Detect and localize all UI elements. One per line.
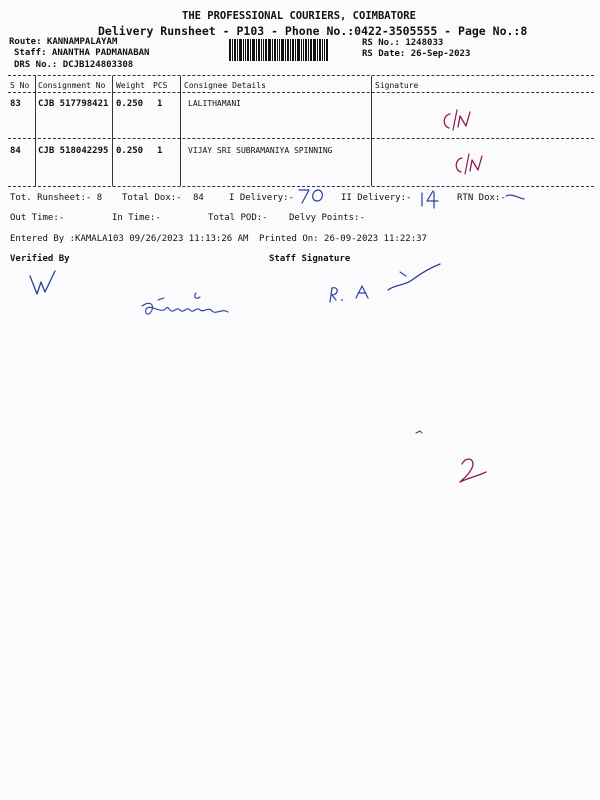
ii-delivery-label: II Delivery:- [341, 193, 412, 203]
company-name: THE PROFESSIONAL COURIERS, COIMBATORE [182, 10, 416, 22]
handwritten-signature [138, 290, 238, 322]
i-delivery-label: I Delivery:- [229, 193, 295, 203]
printed-on: Printed On: 26-09-2023 11:22:37 [259, 234, 427, 244]
handwritten-cn-signature [452, 152, 492, 178]
rtn-dox-label: RTN Dox:- [457, 193, 506, 203]
row-pcs: 1 [157, 146, 163, 156]
row-weight: 0.250 [116, 146, 144, 156]
drs-number: DRS No.: DCJB124803308 [14, 60, 134, 70]
column-header: Signature [375, 81, 419, 90]
row-sno: 83 [10, 99, 21, 109]
out-time: Out Time:- [10, 213, 65, 223]
row-pcs: 1 [157, 99, 163, 109]
handwritten-page-number [456, 452, 490, 486]
handwritten-ii-delivery [418, 188, 446, 210]
handwritten-cn-signature [440, 108, 480, 134]
handwritten-dash-mark [504, 192, 526, 202]
column-header: Consignee Details [184, 81, 266, 90]
col-divider [371, 76, 372, 186]
row-consignment: CJB 518042295 [38, 146, 109, 156]
route-label: Route: KANNAMPALAYAM [9, 37, 118, 47]
barcode [229, 39, 350, 61]
entered-by: Entered By :KAMALA103 09/26/2023 11:13:26 AM [10, 234, 249, 244]
staff-signature [322, 258, 444, 306]
total-dox-label: Total Dox:- [122, 193, 182, 203]
column-header: PCS [153, 81, 168, 90]
column-header: Consignment No [38, 81, 106, 90]
col-divider [35, 76, 36, 186]
staff-label: Staff: ANANTHA PADMANABAN [14, 48, 150, 58]
stray-mark [414, 428, 424, 436]
delvy-points: Delvy Points:- [289, 213, 365, 223]
rs-number: RS No.: 1248033 [362, 38, 444, 48]
column-header: Weight [116, 81, 145, 90]
total-pod: Total POD:- [208, 213, 268, 223]
tot-runsheet: Tot. Runsheet:- 8 [10, 193, 103, 203]
col-divider [112, 76, 113, 186]
row-consignee: LALITHAMANI [188, 99, 241, 108]
row-weight: 0.250 [116, 99, 144, 109]
table-top-rule [8, 75, 594, 76]
row-consignment: CJB 517798421 [38, 99, 109, 109]
runsheet-title: Delivery Runsheet - P103 - Phone No.:0422-3505555 - Page No.:8 [98, 24, 528, 38]
in-time: In Time:- [112, 213, 161, 223]
verified-by-label: Verified By [10, 254, 70, 264]
handwritten-i-delivery [296, 186, 330, 206]
table-header-rule [8, 92, 594, 93]
staff-signature-label: Staff Signature [269, 254, 351, 264]
verifier-signature [28, 268, 58, 298]
row-consignee: VIJAY SRI SUBRAMANIYA SPINNING [188, 146, 333, 155]
col-divider [180, 76, 181, 186]
total-dox-value: 84 [193, 193, 204, 203]
row-sno: 84 [10, 146, 21, 156]
column-header: S No [10, 81, 30, 90]
row-divider [8, 138, 594, 139]
rs-date: RS Date: 26-Sep-2023 [362, 49, 471, 59]
